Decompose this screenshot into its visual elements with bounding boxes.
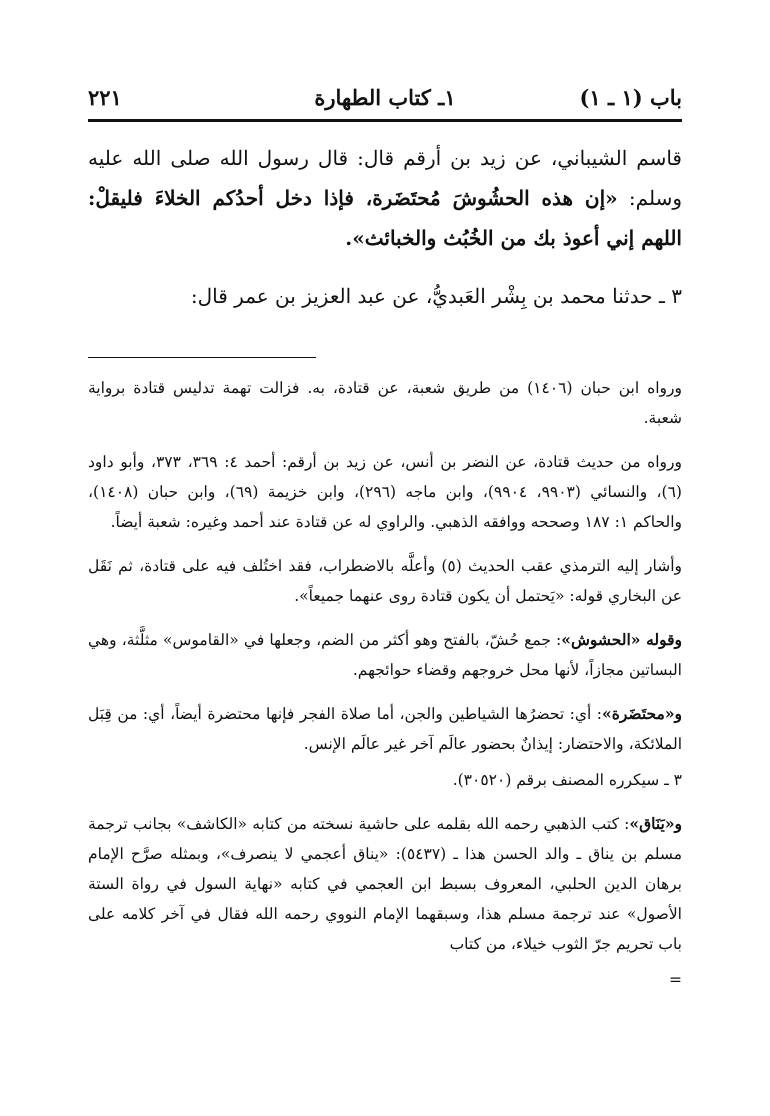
term-yanaq: و«يَنَاق» [629,814,682,833]
book-title: ١ـ كتاب الطهارة [314,85,456,110]
footnote-paragraph: ورواه ابن حبان (١٤٠٦) من طريق شعبة، عن قتادة، به. فزالت تهمة تدليس قتادة برواية شعبة. [88,379,682,427]
footnotes [88,373,682,995]
header-divider [88,119,682,122]
footnote-paragraph: وأشار إليه الترمذي عقب الحديث (٥) وأعلَّه بالاضطراب، فقد اختُلف فيه على قتادة، ثم نَقَل عن البخاري قوله: «يَحتمل أن يكون قتادة روى عنهما جميعاً». [88,557,683,605]
term-definition: : كتب الذهبي رحمه الله بقلمه على حاشية نسخته من كتابه «الكاشف» بجانب ترجمة مسلم بن يناق ـ والد الحسن هذا ـ (٥٤٣٧): «يناق أعجمي لا ينصرف»، وبمثله صرَّح الإمام برهان الدين الحلبي، المعروف بسبط ابن العجمي في كتابه «نهاية السول في رواة الستة الأصول» عند ترجمة مسلم هذا، وسبقهما الإمام النووي رحمه الله فقال في آخر كلامه على باب تحريم جرّ الثوب خيلاء، من كتاب [88,815,682,953]
footnote-divider [88,357,316,358]
term-muhtadara: و«محتَضَرة» [602,704,682,723]
footnote-paragraph [88,699,682,759]
term-definition: : جمع حُشّ، بالفتح وهو أكثر من الضم، وجعلها في «القاموس» مثلَّثة، وهي البساتين مجازاً، لأنها محل خروجهم وقضاء حوائجهم. [88,631,682,679]
term-definition: : أي: تحضرُها الشياطين والجن، أما صلاة الفجر فإنها محتضرة أيضاً، أي: من قِبَل الملائكة، والاحتضار: إيذانٌ بحضور عالَم آخر غير عالَم الإنس. [88,705,682,753]
hadith-matn: «إن هذه الحشُوشَ مُحتَضَرة، فإذا دخل أحدُكم الخلاءَ فليقلْ: اللهم إني أعوذ بك من الخُبُث والخبائث». [88,186,682,250]
term-hushush: وقوله «الحشوش» [561,630,683,649]
chapter-label: باب (١ ـ ١) [579,85,682,110]
hadith-isnad: قاسم الشيباني، عن زيد بن أرقم قال: قال رسول الله صلى الله عليه وسلم: [88,146,683,210]
main-text [88,138,682,316]
footnote-paragraph [88,625,682,685]
page-number: ٢٢١ [88,85,122,110]
hadith-3-isnad: ٣ ـ حدثنا محمد بن بِشْر العَبديُّ، عن عبد العزيز بن عمر قال: [190,284,682,308]
running-header [88,80,682,116]
footnote-paragraph [88,809,682,959]
footnote-paragraph: ٣ ـ سيكرره المصنف برقم (٣٠٥٢٠). [452,771,682,789]
continuation-mark: = [669,971,682,989]
hadith-paragraph [88,138,682,258]
footnote-paragraph: ورواه من حديث قتادة، عن النضر بن أنس، عن زيد بن أرقم: أحمد ٤: ٣٦٩، ٣٧٣، وأبو داود (٦)، والنسائي (٩٩٠٣، ٩٩٠٤)، وابن ماجه (٢٩٦)، وابن خزيمة (٦٩)، وابن حبان (١٤٠٨)، والحاكم ١: ١٨٧ وصححه ووافقه الذهبي. والراوي له عن قتادة عند أحمد وغيره: شعبة أيضاً. [88,453,683,531]
